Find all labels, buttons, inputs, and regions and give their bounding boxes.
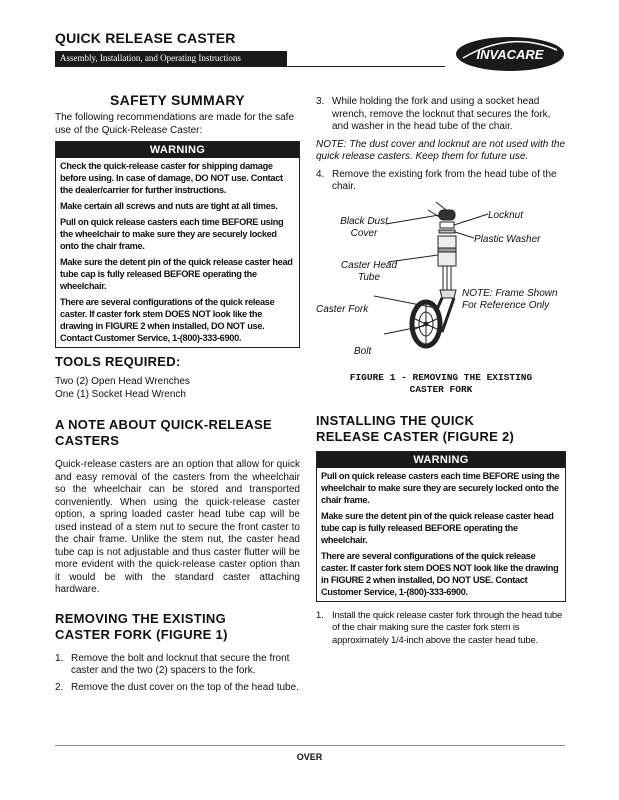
- logo-text: INVACARE: [476, 47, 544, 62]
- quick-release-note-body: Quick-release casters are an option that allow for quick and easy removal of the casters from the wheelchair so the wheelchair can be stored and transported conveniently. When using the quick-release caster option, a spring loaded caster head tube cap will be used instead of a stem nut to secure the front caster to the chair frame. Unlike the stem nut, the caster head tube cap is not adjustable and thus caster flutter will be more evident with the quick-release caster option than it would be with the standard caster attaching hardware.: [55, 459, 300, 595]
- removing-steps: [55, 653, 300, 695]
- document-subtitle: Assembly, Installation, and Operating Instructions: [55, 51, 287, 67]
- removing-note: NOTE: The dust cover and locknut are not used with the quick release casters. Keep them for future use.: [316, 138, 566, 162]
- label-caster-head-tube: Caster Head Tube: [340, 259, 398, 283]
- figure-1-caption: FIGURE 1 - REMOVING THE EXISTING CASTER FORK: [349, 371, 533, 395]
- warning-item: Make certain all screws and nuts are tight at all times.: [60, 201, 278, 211]
- left-column: [55, 92, 300, 694]
- installing-warning-box: [316, 451, 566, 602]
- removing-step-4: [316, 169, 566, 194]
- list-item: 1. Install the quick release caster fork through the head tube of the chair making sure the caster fork stem is approximately 1/4-inch above the caster head tube.: [316, 609, 563, 646]
- label-caster-fork: Caster Fork: [316, 303, 369, 315]
- quick-release-note-heading: A NOTE ABOUT QUICK-RELEASE CASTERS: [55, 417, 273, 448]
- label-bolt: Bolt: [354, 345, 372, 357]
- safety-intro: The following recommendations are made for the safe use of the Quick-Release Caster:: [55, 112, 295, 136]
- warning-item: Pull on quick release casters each time BEFORE using the wheelchair to make sure they are securely locked onto the chair frame.: [321, 470, 560, 505]
- warning-item: Check the quick-release caster for shipping damage before using. In case of damage, DO NOT use. Contact the dealer/carrier for further instructions.: [60, 161, 283, 195]
- list-item: 2. Remove the dust cover on the top of the head tube.: [55, 681, 299, 693]
- header-rule: [287, 66, 445, 67]
- right-column: [316, 96, 566, 647]
- label-plastic-washer: Plastic Washer: [474, 233, 541, 245]
- footer-over: OVER: [296, 752, 323, 762]
- warning-item: Make sure the detent pin of the quick release caster head tube cap is fully released BEFORE operating the wheelchair.: [321, 510, 554, 545]
- safety-heading: SAFETY SUMMARY: [110, 92, 245, 108]
- warning-item: Pull on quick release casters each time BEFORE using the wheelchair to make sure they are securely locked onto the chair frame.: [60, 217, 284, 251]
- label-frame-note: NOTE: Frame Shown For Reference Only: [462, 287, 558, 311]
- list-item: 1. Remove the bolt and locknut that secure the front caster and the two (2) spacers to the fork.: [55, 652, 290, 676]
- warning-item: Make sure the detent pin of the quick release caster head tube cap is fully released BEFORE operating the wheelchair.: [60, 257, 293, 291]
- document-title: QUICK RELEASE CASTER: [55, 30, 236, 46]
- safety-warning-box: [55, 141, 300, 348]
- tool-item: One (1) Socket Head Wrench: [55, 388, 186, 400]
- list-item: 4. Remove the existing fork from the head tube of the chair.: [316, 168, 557, 192]
- warning-title: WARNING: [317, 452, 565, 468]
- removing-steps-continued: [316, 96, 566, 134]
- removing-heading: REMOVING THE EXISTING CASTER FORK (FIGURE 1): [55, 610, 228, 642]
- warning-title: WARNING: [56, 142, 299, 158]
- tool-item: Two (2) Open Head Wrenches: [55, 376, 190, 387]
- footer-rule: [55, 745, 565, 746]
- installing-heading: INSTALLING THE QUICK RELEASE CASTER (FIGURE 2): [316, 412, 515, 444]
- figure-1: [316, 200, 566, 357]
- warning-item: There are several configurations of the quick release caster. If caster fork stem DOES NOT look like the drawing in FIGURE 2 when installed, DO NOT use. Contact Customer Service, 1-(800)-333-6900.: [60, 297, 275, 343]
- warning-item: There are several configurations of the quick release caster. If caster fork stem DOES NOT look like the drawing in FIGURE 2 when installed, DO NOT USE. Contact Customer Service, 1-(800)-333-6900.: [321, 550, 559, 597]
- label-black-dust-cover: Black Dust Cover: [340, 215, 388, 239]
- invacare-logo: [455, 36, 565, 72]
- installing-steps: [316, 610, 566, 648]
- tools-heading: TOOLS REQUIRED:: [55, 354, 181, 369]
- list-item: 3. While holding the fork and using a socket head wrench, remove the locknut that secures the fork, and washer in the head tube of the chair.: [316, 96, 551, 132]
- label-locknut: Locknut: [488, 209, 524, 221]
